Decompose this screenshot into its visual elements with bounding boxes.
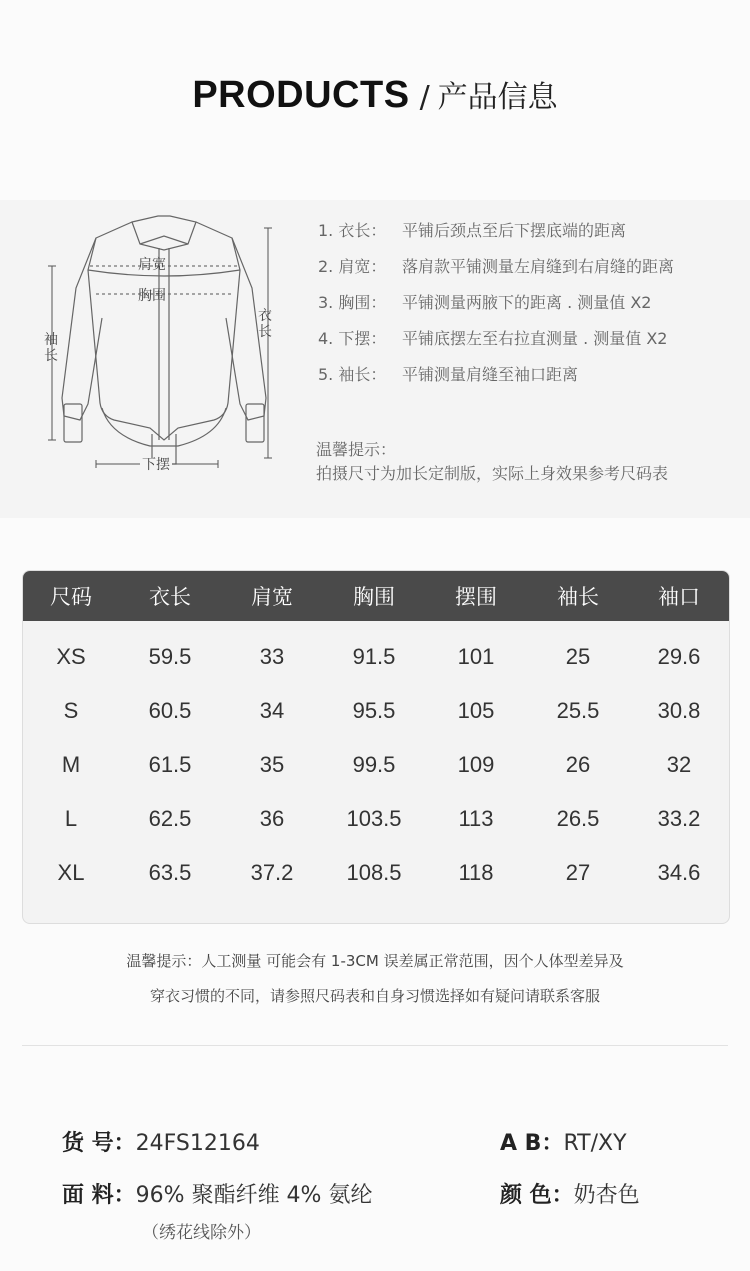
table-cell: 95.5 (352, 698, 396, 723)
label-shoulder: 肩宽 (138, 257, 166, 273)
table-cell: 60.5 (148, 698, 192, 723)
material-note: （绣花线除外） (142, 1223, 261, 1243)
table-cell: 59.5 (148, 644, 192, 669)
table-cell: 113 (458, 806, 494, 831)
table-cell: 34.6 (657, 860, 701, 885)
table-cell: 99.5 (352, 752, 396, 777)
size-table-header (23, 571, 729, 621)
table-cell: 25 (565, 644, 591, 669)
header-cell: 袖长 (557, 585, 599, 609)
table-cell: L (64, 806, 78, 831)
table-row (23, 684, 729, 738)
table-cell: 101 (457, 644, 495, 669)
table-cell: 118 (458, 860, 494, 885)
measurement-note-line1: 温馨提示：人工测量 可能会有 1-3CM 误差属正常范围，因个人体型差异及 (126, 952, 624, 970)
table-row (23, 738, 729, 792)
size-table (22, 570, 730, 924)
table-cell: 91.5 (352, 644, 396, 669)
shirt-diagram (40, 208, 290, 478)
table-cell: 27 (565, 860, 591, 885)
title-separator: / (419, 80, 430, 115)
measurement-note-line2: 穿衣习惯的不同，请参照尺码表和自身习惯选择如有疑问请联系客服 (149, 987, 600, 1005)
section-divider (22, 1045, 728, 1046)
table-cell: 33.2 (657, 806, 701, 831)
table-cell: 35 (259, 752, 285, 777)
table-cell: M (61, 752, 81, 777)
table-cell: 26.5 (556, 806, 600, 831)
size-table-body (23, 621, 729, 900)
table-row (23, 846, 729, 900)
measurement-item: 4. 下摆： 平铺底摆左至右拉直测量 . 测量值 X2 (318, 329, 668, 348)
measurement-guide (318, 218, 738, 398)
table-cell: 34 (259, 698, 285, 723)
header-cell: 袖口 (658, 585, 700, 609)
table-cell: 109 (457, 752, 495, 777)
measurement-item: 3. 胸围： 平铺测量两腋下的距离 . 测量值 X2 (318, 293, 652, 312)
material: 面 料：96% 聚酯纤维 4% 氨纶 (62, 1183, 373, 1208)
item-number: 货 号：24FS12164 (62, 1131, 260, 1156)
diagram-tips (316, 438, 668, 486)
header-cell: 肩宽 (251, 585, 293, 609)
header-cell: 胸围 (353, 585, 395, 609)
title-en: PRODUCTS (192, 74, 410, 116)
measurement-item: 2. 肩宽： 落肩款平铺测量左肩缝到右肩缝的距离 (318, 257, 675, 276)
table-cell: 36 (259, 806, 285, 831)
table-cell: 63.5 (148, 860, 192, 885)
table-cell: 25.5 (556, 698, 600, 723)
table-cell: XL (57, 860, 85, 885)
table-cell: 26 (565, 752, 591, 777)
table-cell: 37.2 (250, 860, 294, 885)
table-cell: 29.6 (657, 644, 701, 669)
table-cell: 103.5 (346, 806, 402, 831)
tips-text: 拍摄尺寸为加长定制版，实际上身效果参考尺码表 (316, 464, 669, 483)
table-cell: 108.5 (346, 860, 402, 885)
measurement-item: 1. 衣长： 平铺后颈点至后下摆底端的距离 (318, 221, 627, 240)
shirt-outline-icon (40, 208, 290, 478)
table-cell: 33 (259, 644, 285, 669)
header-cell: 尺码 (50, 585, 92, 609)
table-cell: 30.8 (657, 698, 701, 723)
table-cell: 62.5 (148, 806, 192, 831)
table-row (23, 792, 729, 846)
table-row (23, 630, 729, 684)
label-length: 衣长 (258, 308, 272, 340)
color: 颜 色：奶杏色 (500, 1183, 640, 1208)
table-cell: 32 (666, 752, 692, 777)
table-cell: S (63, 698, 79, 723)
label-chest: 胸围 (138, 288, 166, 304)
ab-code: A B：RT/XY (500, 1131, 627, 1156)
page-title (0, 72, 750, 117)
label-sleeve: 袖长 (44, 332, 58, 364)
measurement-item: 5. 袖长： 平铺测量肩缝至袖口距离 (318, 365, 579, 384)
title-zh: 产品信息 (437, 80, 558, 115)
table-cell: 105 (457, 698, 495, 723)
header-cell: 衣长 (149, 585, 191, 609)
header-cell: 摆围 (455, 585, 497, 609)
table-cell: XS (56, 644, 86, 669)
table-cell: 61.5 (148, 752, 192, 777)
label-hem: 下摆 (142, 457, 170, 473)
tips-label: 温馨提示： (316, 440, 397, 459)
